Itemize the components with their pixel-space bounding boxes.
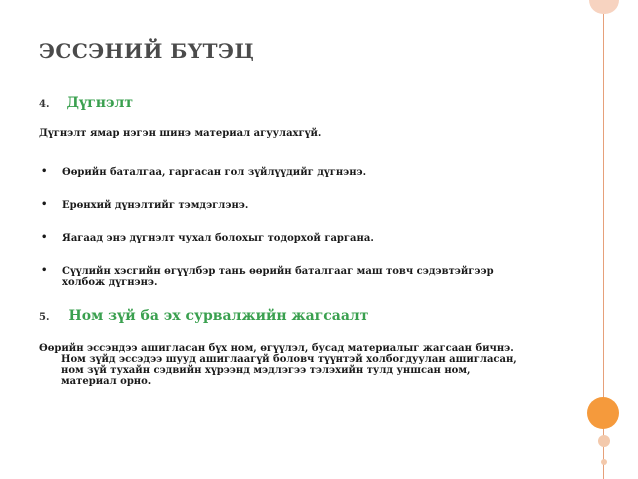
decorative-circle: [601, 459, 607, 465]
bullet-text-3: Яагаад энэ дүгнэлт чухал болохыг тодорхой гаргана.: [62, 233, 374, 244]
section-5-line-3: ном зүй тухайн сэдвийн хүрээнд мэдлэгээ тэлэхийн тулд уншсан ном,: [61, 365, 471, 376]
decorative-circle: [587, 397, 619, 429]
section-5-heading: [39, 305, 368, 324]
decorative-circle: [598, 435, 610, 447]
section-5-line-4: материал орно.: [61, 376, 152, 387]
section-5-title: Ном зүй ба эх сурвалжийн жагсаалт: [68, 308, 369, 324]
section-4-title: Дүгнэлт: [66, 95, 134, 111]
slide-title: ЭССЭНИЙ БҮТЭЦ: [39, 39, 255, 63]
section-5-line-2: Ном зүйд эссэдээ шууд ашиглаагүй боловч түүнтэй холбогдуулан ашигласан,: [61, 354, 517, 365]
bullet-marker: •: [41, 232, 48, 243]
bullet-marker: •: [41, 199, 48, 210]
bullet-text-1: Өөрийн баталгаа, гаргасан гол зүйлүүдийг дүгнэнэ.: [62, 167, 367, 178]
bullet-text-4-line-2: холбож дүгнэнэ.: [62, 277, 158, 288]
decorative-circle: [589, 0, 619, 14]
section-4-intro: Дүгнэлт ямар нэгэн шинэ материал агуулахгүй.: [39, 128, 322, 139]
bullet-text-4-line-1: Сүүлийн хэсгийн өгүүлбэр тань өөрийн баталгааг маш товч сэдэвтэйгээр: [62, 266, 494, 277]
section-4-number: 4.: [39, 99, 50, 110]
section-5-line-1: Өөрийн эссэндээ ашигласан бүх ном, өгүүлэл, бусад материалыг жагсаан бичнэ.: [39, 343, 514, 354]
bullet-marker: •: [41, 265, 48, 276]
bullet-marker: •: [41, 166, 48, 177]
bullet-text-2: Ерөнхий дүнэлтийг тэмдэглэнэ.: [62, 200, 249, 211]
section-5-number: 5.: [39, 312, 50, 323]
section-4-heading: [39, 92, 133, 111]
